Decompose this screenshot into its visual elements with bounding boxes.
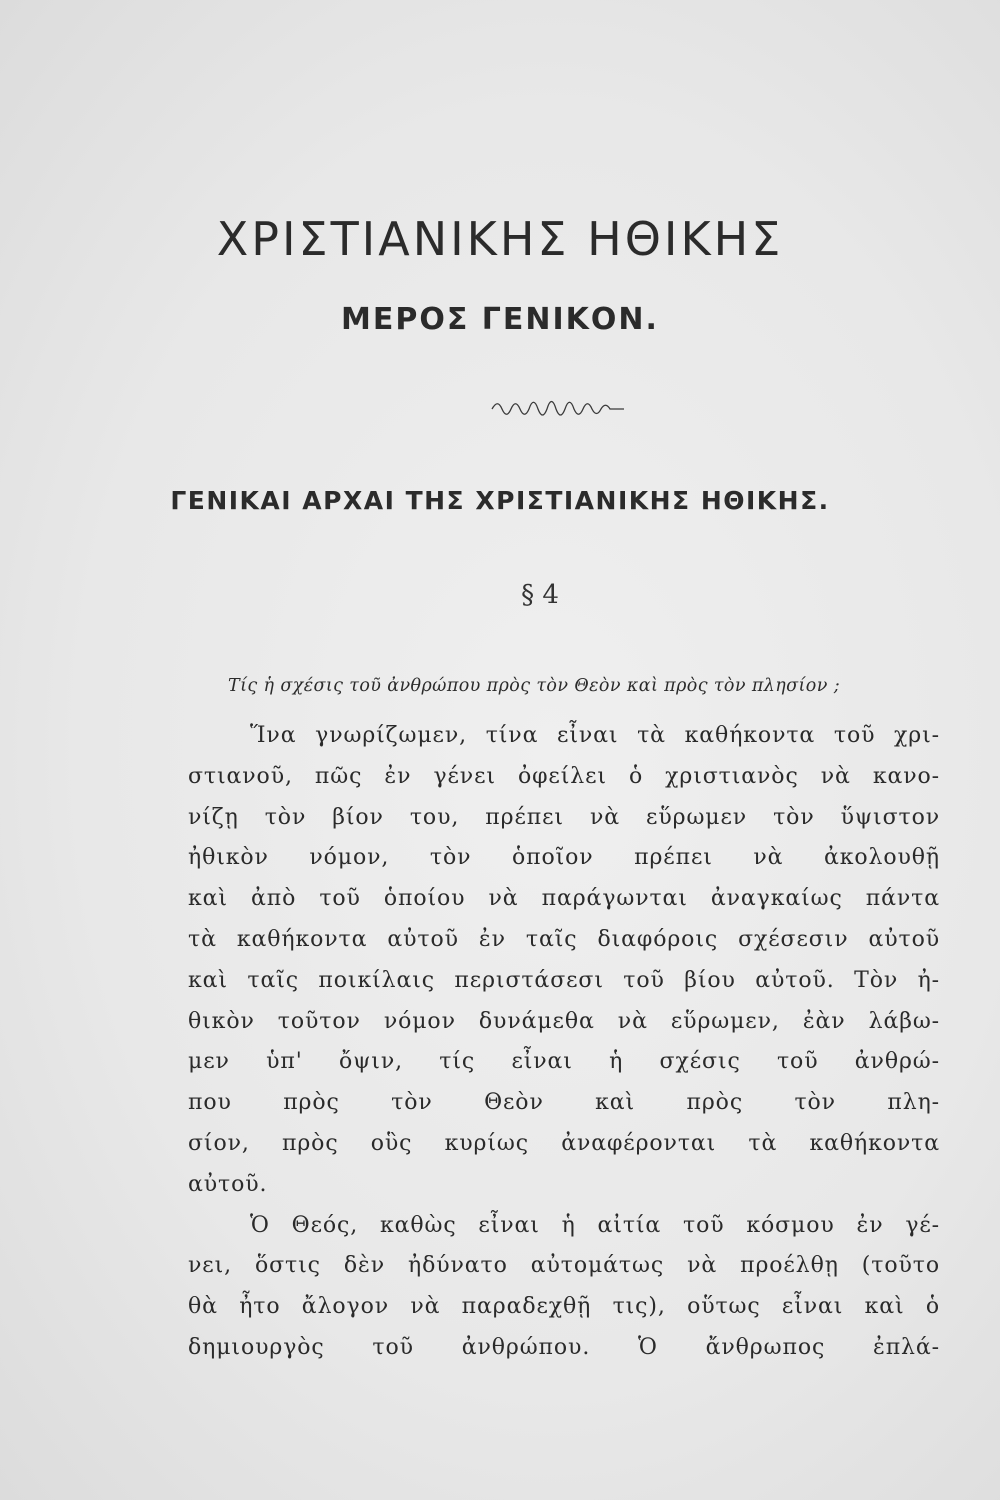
body-line: σίον, πρὸς οὓς κυρίως ἀναφέρονται τὰ καθήκοντα: [188, 1130, 940, 1156]
body-line: μεν ὑπ' ὄψιν, τίς εἶναι ἡ σχέσις τοῦ ἀνθρώ-: [188, 1049, 940, 1075]
section-heading: ΓΕΝΙΚΑΙ ΑΡΧΑΙ ΤΗΣ ΧΡΙΣΤΙΑΝΙΚΗΣ ΗΘΙΚΗΣ.: [170, 486, 830, 515]
section-question: Τίς ἡ σχέσις τοῦ ἀνθρώπου πρὸς τὸν Θεὸν καὶ πρὸς τὸν πλησίον ;: [228, 676, 840, 696]
wavy-ornament-divider: [490, 396, 630, 418]
body-line: θικὸν τοῦτον νόμον δυνάμεθα νὰ εὕρωμεν, ἐὰν λάβω-: [188, 1008, 940, 1034]
body-line: στιανοῦ, πῶς ἐν γένει ὀφείλει ὁ χριστιανὸς νὰ κανο-: [188, 763, 940, 789]
body-line: καὶ ταῖς ποικίλαις περιστάσεσι τοῦ βίου αὐτοῦ. Τὸν ἠ-: [188, 967, 940, 993]
body-line: Ὁ Θεός, καθὼς εἶναι ἡ αἰτία τοῦ κόσμου ἐν γέ-: [250, 1212, 940, 1238]
body-text: [188, 716, 940, 1369]
body-line: τὰ καθήκοντα αὐτοῦ ἐν ταῖς διαφόροις σχέσεσιν αὐτοῦ: [188, 926, 940, 952]
body-line: Ἵνα γνωρίζωμεν, τίνα εἶναι τὰ καθήκοντα τοῦ χρι-: [250, 723, 940, 748]
body-line: που πρὸς τὸν Θεὸν καὶ πρὸς τὸν πλη-: [188, 1090, 940, 1116]
body-line: νει, ὅστις δὲν ἠδύνατο αὐτομάτως νὰ προέλθῃ (τοῦτο: [188, 1253, 940, 1279]
body-line: ἠθικὸν νόμον, τὸν ὁποῖον πρέπει νὰ ἀκολουθῇ: [188, 845, 940, 871]
body-line: καὶ ἀπὸ τοῦ ὁποίου νὰ παράγωνται ἀναγκαίως πάντα: [188, 886, 940, 912]
body-line: δημιουργὸς τοῦ ἀνθρώπου. Ὁ ἄνθρωπος ἐπλά-: [188, 1334, 940, 1360]
body-line: θὰ ἦτο ἄλογον νὰ παραδεχθῇ τις), οὕτως εἶναι καὶ ὁ: [188, 1294, 940, 1320]
page-subtitle: ΜΕΡΟΣ ΓΕΝΙΚΟΝ.: [341, 302, 659, 337]
body-line: νίζῃ τὸν βίον του, πρέπει νὰ εὕρωμεν τὸν ὕψιστον: [188, 804, 940, 830]
page-title: ΧΡΙΣΤΙΑΝΙΚΗΣ ΗΘΙΚΗΣ: [216, 212, 784, 266]
section-number: § 4: [521, 580, 559, 610]
body-line: αὐτοῦ.: [188, 1171, 268, 1197]
